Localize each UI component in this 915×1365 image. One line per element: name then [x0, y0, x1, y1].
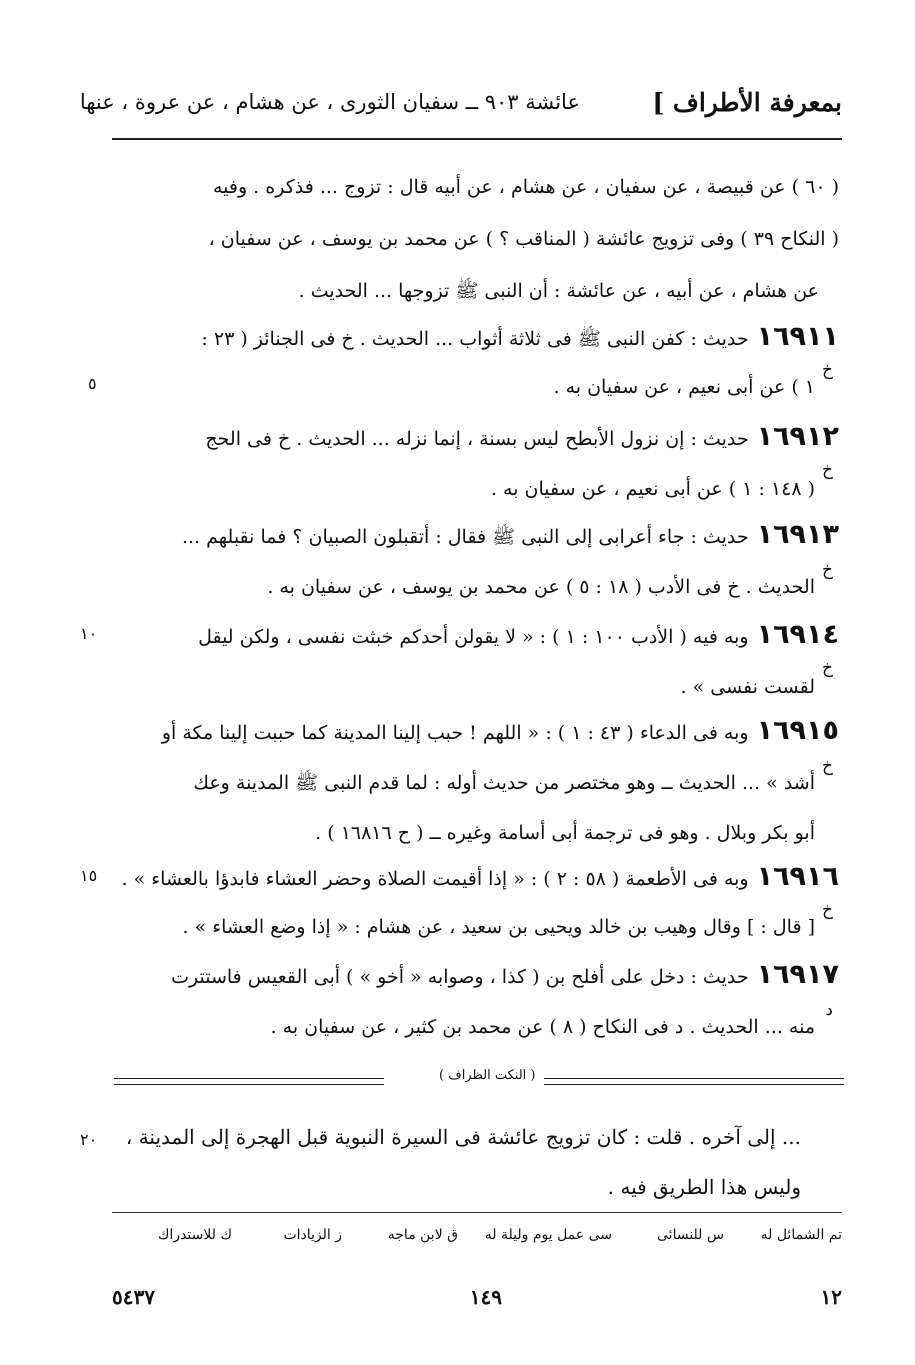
abbreviation-legend — [112, 1227, 842, 1253]
legend-item: ز الزيادات — [283, 1227, 342, 1243]
hadith-text: حديث : كفن النبى ﷺ فى ثلاثة أثواب ... الحديث . خ فى الجنائز ( ٢٣ : — [201, 328, 749, 350]
legend-item: س للنسائى — [657, 1227, 724, 1243]
header-book-title: بمعرفة الأطراف ] — [652, 88, 842, 117]
hadith-continuation-2: أبو بكر وبلال . وهو فى ترجمة أبى أسامة وغيره ــ ( ح ١٦٨١٦ ) . — [315, 822, 815, 844]
hadith-continuation: لقست نفسى » . — [680, 676, 815, 698]
separator-line — [114, 1078, 384, 1085]
hadith-text: حديث : إن نزول الأبطح ليس بسنة ، إنما نزله ... الحديث . خ فى الحج — [205, 428, 749, 450]
page-footer — [112, 1285, 842, 1315]
source-mark: د — [825, 1000, 833, 1020]
hadith-continuation: [ قال : ] وقال وهيب بن خالد ويحيى بن سعيد ، عن هشام : « إذا وضع العشاء » . — [182, 916, 815, 938]
running-header — [79, 88, 842, 128]
footer-volume-number: ١٢ — [820, 1285, 842, 1309]
hadith-number: ١٦٩١٣ — [756, 519, 839, 550]
separator-label: ( النكت الظراف ) — [439, 1068, 536, 1083]
legend-item: ق لابن ماجه — [387, 1227, 458, 1243]
source-mark: خ — [822, 360, 833, 380]
source-mark: خ — [822, 658, 833, 678]
hadith-number: ١٦٩١٥ — [756, 715, 839, 746]
header-rule — [112, 138, 842, 140]
legend-item: تم الشمائل له — [760, 1227, 842, 1243]
header-chain-title: عائشة ٩٠٣ ــ سفيان الثورى ، عن هشام ، عن عروة ، عنها — [79, 90, 580, 114]
hadith-text: وبه فيه ( الأدب ١٠٠ : ١ ) : « لا يقولن أحدكم خبثت نفسى ، ولكن ليقل — [198, 626, 749, 648]
note-line-2: وليس هذا الطريق فيه . — [607, 1175, 801, 1199]
intro-line-3: عن هشام ، عن أبيه ، عن عائشة : أن النبى ﷺ تزوجها ... الحديث . — [298, 280, 819, 302]
hadith-text: حديث : دخل على أفلح بن ( كذا ، وصوابه « أخو » ) أبى القعيس فاستترت — [171, 966, 749, 988]
hadith-number: ١٦٩١٧ — [756, 959, 839, 990]
hadith-number: ١٦٩١٤ — [756, 619, 839, 650]
margin-line-number: ٥ — [88, 374, 97, 393]
note-line-1: ... إلى آخره . قلت : كان تزويج عائشة فى السيرة النبوية قبل الهجرة إلى المدينة ، — [125, 1125, 801, 1149]
margin-line-number: ١٠ — [80, 624, 98, 643]
intro-line-2: ( النكاح ٣٩ ) وفى تزويج عائشة ( المناقب ؟ ) عن محمد بن يوسف ، عن سفيان ، — [208, 228, 839, 250]
hadith-number: ١٦٩١٦ — [756, 861, 839, 892]
hadith-entry-16915 — [79, 716, 839, 748]
hadith-text: حديث : جاء أعرابى إلى النبى ﷺ فقال : أتقبلون الصبيان ؟ فما نقبلهم ... — [181, 526, 749, 548]
hadith-entry-16917 — [79, 960, 839, 992]
margin-line-number: ١٥ — [80, 866, 98, 885]
hadith-continuation: أشد » ... الحديث ــ وهو مختصر من حديث أوله : لما قدم النبى ﷺ المدينة وعك — [193, 772, 815, 794]
hadith-number: ١٦٩١٢ — [756, 421, 839, 452]
separator-line — [544, 1078, 844, 1085]
legend-item: ك للاستدراك — [157, 1227, 232, 1243]
page-number: ١٤٩ — [469, 1285, 502, 1309]
source-mark: خ — [822, 900, 833, 920]
hadith-continuation: ( ١٤٨ : ١ ) عن أبى نعيم ، عن سفيان به . — [490, 478, 815, 500]
hadith-entry-16912 — [79, 422, 839, 454]
footer-serial-number: ٥٤٣٧ — [112, 1285, 155, 1309]
hadith-continuation: منه ... الحديث . د فى النكاح ( ٨ ) عن محمد بن كثير ، عن سفيان به . — [270, 1016, 815, 1038]
hadith-text: وبه فى الأطعمة ( ٥٨ : ٢ ) : « إذا أقيمت الصلاة وحضر العشاء فابدؤا بالعشاء » . — [121, 868, 749, 890]
hadith-number: ١٦٩١١ — [756, 321, 839, 352]
hadith-entry-16913 — [79, 520, 839, 552]
hadith-continuation: الحديث . خ فى الأدب ( ١٨ : ٥ ) عن محمد بن يوسف ، عن سفيان به . — [267, 576, 815, 598]
hadith-text: وبه فى الدعاء ( ٤٣ : ١ ) : « اللهم ! حبب إلينا المدينة كما حببت إلينا مكة أو — [161, 722, 749, 744]
source-mark: خ — [822, 560, 833, 580]
source-mark: خ — [822, 756, 833, 776]
margin-line-number: ٢٠ — [80, 1130, 98, 1149]
source-mark: خ — [822, 460, 833, 480]
hadith-entry-16914 — [79, 620, 839, 652]
hadith-entry-16911 — [79, 322, 839, 354]
legend-item: سى عمل يوم وليلة له — [484, 1227, 612, 1243]
hadith-entry-16916 — [79, 862, 839, 894]
hadith-continuation: ١ ) عن أبى نعيم ، عن سفيان به . — [553, 376, 815, 398]
legend-rule — [112, 1212, 842, 1213]
notes-separator — [114, 1068, 844, 1089]
intro-line-1: ( ٦٠ ) عن قبيصة ، عن سفيان ، عن هشام ، عن أبيه قال : تزوج ... فذكره . وفيه — [212, 176, 839, 198]
